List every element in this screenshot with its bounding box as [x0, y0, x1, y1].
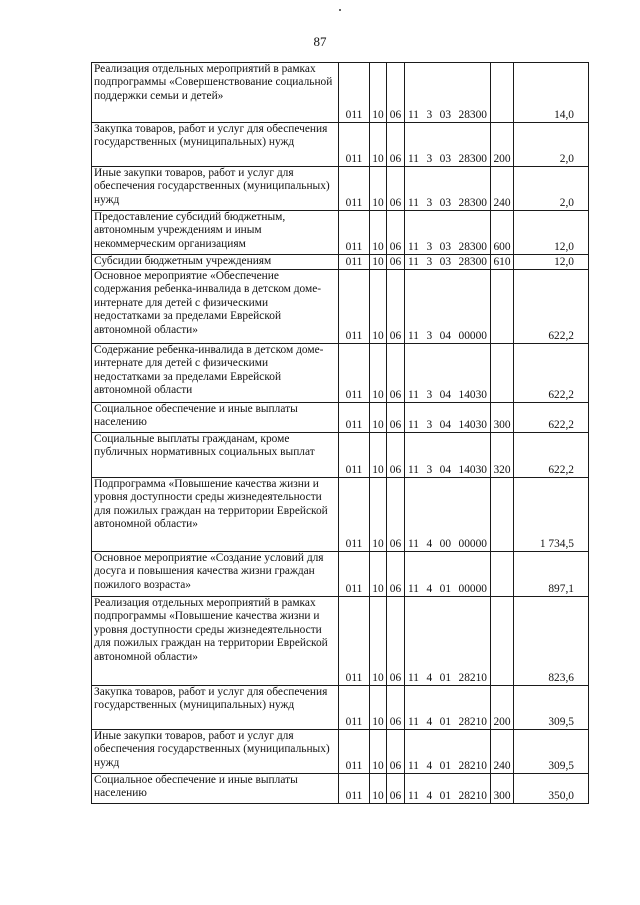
target-article-code	[405, 153, 490, 166]
target-article-code	[405, 538, 490, 551]
event-code: 01	[439, 759, 452, 772]
subprogram-code: 4	[426, 671, 433, 684]
target-article-code	[405, 330, 490, 343]
target-article-cell	[405, 63, 491, 123]
target-article-code	[405, 672, 490, 685]
subsection-code-cell: 06	[387, 730, 405, 774]
section-code-cell: 10	[370, 686, 387, 730]
subsection-code-cell: 06	[387, 344, 405, 403]
table-row	[92, 63, 589, 123]
ministry-code-cell: 011	[339, 255, 370, 270]
section-code-cell: 10	[370, 167, 387, 211]
subsection-code-cell: 06	[387, 167, 405, 211]
program-code: 11	[408, 418, 419, 431]
ministry-code-cell: 011	[339, 63, 370, 123]
target-article-code	[405, 790, 490, 803]
item-name-cell: Иные закупки товаров, работ и услуг для обеспечения государственных (муниципальных) нужд	[92, 730, 339, 774]
subsection-code-cell: 06	[387, 403, 405, 433]
item-name-cell: Предоставление субсидий бюджетным, автономным учреждениям и иным некоммерческим организациям	[92, 211, 339, 255]
section-code-cell: 10	[370, 774, 387, 804]
subprogram-code: 3	[426, 418, 433, 431]
table-row	[92, 270, 589, 344]
event-code: 04	[439, 463, 452, 476]
ministry-code-cell: 011	[339, 552, 370, 597]
expense-type-cell: 610	[491, 255, 514, 270]
direction-code: 00000	[458, 329, 487, 342]
table-row	[92, 167, 589, 211]
program-code: 11	[408, 789, 419, 802]
expense-type-cell: 200	[491, 686, 514, 730]
item-name-cell: Иные закупки товаров, работ и услуг для обеспечения государственных (муниципальных) нужд	[92, 167, 339, 211]
ministry-code-cell: 011	[339, 730, 370, 774]
expense-type-cell: 240	[491, 167, 514, 211]
table-row	[92, 552, 589, 597]
table-row	[92, 211, 589, 255]
program-code: 11	[408, 388, 419, 401]
event-code: 03	[439, 240, 452, 253]
section-code-cell: 10	[370, 403, 387, 433]
item-name-cell: Реализация отдельных мероприятий в рамках подпрограммы «Совершенствование социальной поддержки семьи и детей»	[92, 63, 339, 123]
scan-speck	[339, 9, 341, 11]
expense-type-cell: 240	[491, 730, 514, 774]
ministry-code-cell: 011	[339, 433, 370, 478]
table-row	[92, 123, 589, 167]
target-article-cell	[405, 211, 491, 255]
table-row	[92, 433, 589, 478]
subsection-code-cell: 06	[387, 211, 405, 255]
target-article-cell	[405, 774, 491, 804]
direction-code: 00000	[458, 537, 487, 550]
expense-type-cell	[491, 344, 514, 403]
target-article-code	[405, 419, 490, 432]
target-article-cell	[405, 344, 491, 403]
subsection-code-cell: 06	[387, 123, 405, 167]
expense-type-cell: 600	[491, 211, 514, 255]
amount-cell: 823,6	[514, 597, 589, 686]
subsection-code-cell: 06	[387, 270, 405, 344]
item-name-cell: Реализация отдельных мероприятий в рамках подпрограммы «Повышение качества жизни и уровня доступности среды жизнедеятельности для пожилых граждан на территории Еврейской автономной области»	[92, 597, 339, 686]
section-code-cell: 10	[370, 552, 387, 597]
subprogram-code: 3	[426, 255, 433, 268]
table-row	[92, 478, 589, 552]
amount-cell: 2,0	[514, 123, 589, 167]
event-code: 01	[439, 789, 452, 802]
event-code: 03	[439, 108, 452, 121]
direction-code: 28210	[458, 759, 487, 772]
item-name-cell: Социальные выплаты гражданам, кроме публичных нормативных социальных выплат	[92, 433, 339, 478]
subsection-code-cell: 06	[387, 433, 405, 478]
program-code: 11	[408, 671, 419, 684]
subsection-code-cell: 06	[387, 597, 405, 686]
table-row	[92, 686, 589, 730]
expense-type-cell	[491, 270, 514, 344]
subsection-code-cell: 06	[387, 552, 405, 597]
subprogram-code: 3	[426, 108, 433, 121]
table-row	[92, 344, 589, 403]
direction-code: 28210	[458, 789, 487, 802]
subprogram-code: 3	[426, 329, 433, 342]
expense-type-cell	[491, 552, 514, 597]
ministry-code-cell: 011	[339, 211, 370, 255]
item-name-cell: Социальное обеспечение и иные выплаты населению	[92, 774, 339, 804]
subprogram-code: 3	[426, 388, 433, 401]
direction-code: 28300	[458, 108, 487, 121]
amount-cell: 622,2	[514, 344, 589, 403]
event-code: 01	[439, 582, 452, 595]
amount-cell: 12,0	[514, 255, 589, 270]
expense-type-cell: 320	[491, 433, 514, 478]
amount-cell: 897,1	[514, 552, 589, 597]
table-row	[92, 597, 589, 686]
ministry-code-cell: 011	[339, 597, 370, 686]
item-name-cell: Основное мероприятие «Обеспечение содержания ребенка-инвалида в детском доме-интернате для детей с физическими недостатками за пределами Еврейской автономной области»	[92, 270, 339, 344]
item-name-cell: Содержание ребенка-инвалида в детском доме-интернате для детей с физическими недостатками за пределами Еврейской автономной области	[92, 344, 339, 403]
target-article-cell	[405, 433, 491, 478]
program-code: 11	[408, 537, 419, 550]
event-code: 01	[439, 715, 452, 728]
program-code: 11	[408, 152, 419, 165]
amount-cell: 12,0	[514, 211, 589, 255]
target-article-code	[405, 256, 490, 269]
amount-cell: 14,0	[514, 63, 589, 123]
expense-type-cell	[491, 478, 514, 552]
event-code: 00	[439, 537, 452, 550]
event-code: 01	[439, 671, 452, 684]
program-code: 11	[408, 759, 419, 772]
target-article-cell	[405, 478, 491, 552]
target-article-cell	[405, 123, 491, 167]
page-number: 87	[313, 34, 327, 49]
event-code: 04	[439, 329, 452, 342]
table-row	[92, 774, 589, 804]
section-code-cell: 10	[370, 63, 387, 123]
event-code: 03	[439, 255, 452, 268]
target-article-code	[405, 197, 490, 210]
item-name-cell: Основное мероприятие «Создание условий для досуга и повышения качества жизни граждан пожилого возраста»	[92, 552, 339, 597]
event-code: 04	[439, 418, 452, 431]
target-article-cell	[405, 686, 491, 730]
section-code-cell: 10	[370, 344, 387, 403]
item-name-cell: Субсидии бюджетным учреждениям	[92, 255, 339, 270]
expense-type-cell: 300	[491, 774, 514, 804]
amount-cell: 309,5	[514, 730, 589, 774]
subsection-code-cell: 06	[387, 774, 405, 804]
amount-cell: 309,5	[514, 686, 589, 730]
amount-cell: 622,2	[514, 270, 589, 344]
ministry-code-cell: 011	[339, 478, 370, 552]
amount-cell: 622,2	[514, 403, 589, 433]
direction-code: 28300	[458, 152, 487, 165]
section-code-cell: 10	[370, 255, 387, 270]
subprogram-code: 3	[426, 152, 433, 165]
section-code-cell: 10	[370, 433, 387, 478]
event-code: 03	[439, 152, 452, 165]
section-code-cell: 10	[370, 597, 387, 686]
program-code: 11	[408, 255, 419, 268]
target-article-cell	[405, 270, 491, 344]
subsection-code-cell: 06	[387, 63, 405, 123]
direction-code: 00000	[458, 582, 487, 595]
subsection-code-cell: 06	[387, 255, 405, 270]
subprogram-code: 3	[426, 196, 433, 209]
section-code-cell: 10	[370, 123, 387, 167]
subsection-code-cell: 06	[387, 478, 405, 552]
amount-cell: 2,0	[514, 167, 589, 211]
expense-type-cell	[491, 63, 514, 123]
ministry-code-cell: 011	[339, 774, 370, 804]
target-article-code	[405, 109, 490, 122]
direction-code: 28210	[458, 671, 487, 684]
ministry-code-cell: 011	[339, 167, 370, 211]
ministry-code-cell: 011	[339, 123, 370, 167]
table-row	[92, 730, 589, 774]
expense-type-cell: 200	[491, 123, 514, 167]
table-row	[92, 255, 589, 270]
direction-code: 28300	[458, 240, 487, 253]
subprogram-code: 3	[426, 240, 433, 253]
subprogram-code: 4	[426, 759, 433, 772]
target-article-cell	[405, 255, 491, 270]
subsection-code-cell: 06	[387, 686, 405, 730]
target-article-code	[405, 241, 490, 254]
amount-cell: 622,2	[514, 433, 589, 478]
item-name-cell: Закупка товаров, работ и услуг для обеспечения государственных (муниципальных) нужд	[92, 686, 339, 730]
ministry-code-cell: 011	[339, 403, 370, 433]
amount-cell: 1 734,5	[514, 478, 589, 552]
subprogram-code: 4	[426, 582, 433, 595]
section-code-cell: 10	[370, 478, 387, 552]
target-article-code	[405, 583, 490, 596]
target-article-cell	[405, 167, 491, 211]
subprogram-code: 4	[426, 537, 433, 550]
expense-type-cell	[491, 597, 514, 686]
section-code-cell: 10	[370, 211, 387, 255]
section-code-cell: 10	[370, 270, 387, 344]
amount-cell: 350,0	[514, 774, 589, 804]
subprogram-code: 4	[426, 789, 433, 802]
program-code: 11	[408, 715, 419, 728]
target-article-code	[405, 464, 490, 477]
program-code: 11	[408, 108, 419, 121]
table-row	[92, 403, 589, 433]
program-code: 11	[408, 196, 419, 209]
event-code: 04	[439, 388, 452, 401]
program-code: 11	[408, 463, 419, 476]
direction-code: 28300	[458, 196, 487, 209]
program-code: 11	[408, 240, 419, 253]
target-article-cell	[405, 403, 491, 433]
program-code: 11	[408, 329, 419, 342]
budget-table	[91, 62, 589, 804]
target-article-code	[405, 760, 490, 773]
ministry-code-cell: 011	[339, 686, 370, 730]
target-article-code	[405, 716, 490, 729]
direction-code: 14030	[458, 418, 487, 431]
program-code: 11	[408, 582, 419, 595]
target-article-cell	[405, 730, 491, 774]
item-name-cell: Подпрограмма «Повышение качества жизни и уровня доступности среды жизнедеятельности для пожилых граждан на территории Еврейской автономной области»	[92, 478, 339, 552]
direction-code: 14030	[458, 463, 487, 476]
target-article-cell	[405, 552, 491, 597]
item-name-cell: Закупка товаров, работ и услуг для обеспечения государственных (муниципальных) нужд	[92, 123, 339, 167]
direction-code: 28210	[458, 715, 487, 728]
event-code: 03	[439, 196, 452, 209]
expense-type-cell: 300	[491, 403, 514, 433]
ministry-code-cell: 011	[339, 344, 370, 403]
ministry-code-cell: 011	[339, 270, 370, 344]
subprogram-code: 3	[426, 463, 433, 476]
section-code-cell: 10	[370, 730, 387, 774]
target-article-code	[405, 389, 490, 402]
direction-code: 28300	[458, 255, 487, 268]
item-name-cell: Социальное обеспечение и иные выплаты населению	[92, 403, 339, 433]
direction-code: 14030	[458, 388, 487, 401]
budget-table-body	[92, 63, 589, 804]
target-article-cell	[405, 597, 491, 686]
subprogram-code: 4	[426, 715, 433, 728]
